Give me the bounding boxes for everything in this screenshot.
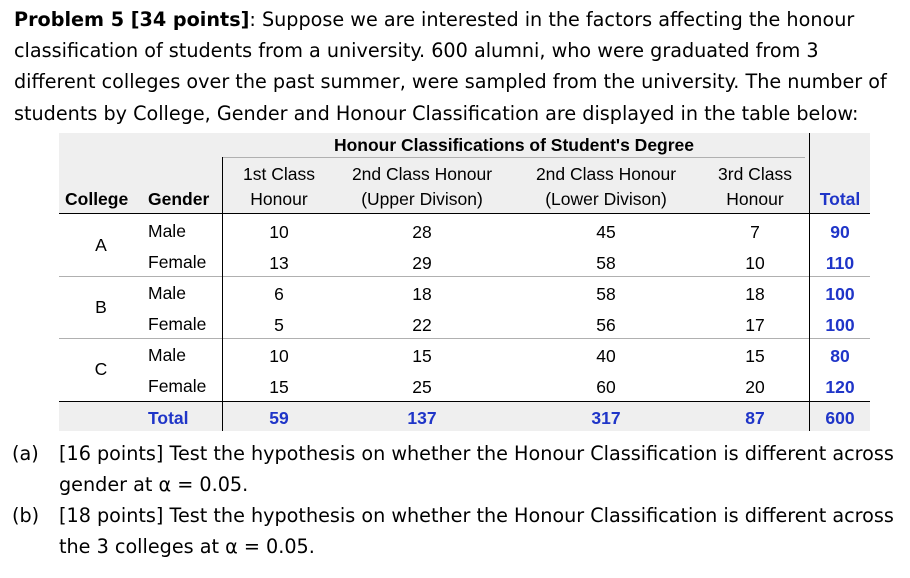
value-cell: 10 [745, 253, 765, 273]
row-total-cell: 100 [825, 315, 855, 335]
problem-intro [14, 4, 898, 129]
honour-table [59, 133, 870, 431]
total-row-label: Total [148, 408, 189, 428]
gender-cell: Female [148, 252, 207, 272]
value-cell: 40 [596, 346, 616, 366]
value-cell: 17 [745, 315, 765, 335]
value-cell: 10 [269, 346, 289, 366]
col-header-3rd-line2: Honour [726, 189, 784, 209]
row-total-cell: 120 [825, 377, 855, 397]
row-total-cell: 100 [825, 284, 855, 304]
col-header-1st-line1: 1st Class [243, 164, 315, 184]
value-cell: 18 [745, 284, 765, 304]
problem-heading: Problem 5 [34 points] [14, 8, 250, 31]
row-total-cell: 80 [830, 346, 850, 366]
question-list [12, 438, 902, 562]
col-header-3rd-line1: 3rd Class [718, 164, 792, 184]
row-divider-bc [59, 338, 870, 339]
question-text: [18 points] Test the hypothesis on whether the Honour Classification is different across the 3 colleges at α = 0.05. [59, 504, 894, 558]
header-bottom-line [59, 213, 870, 214]
column-total-cell: 59 [269, 408, 289, 428]
group-header: Honour Classifications of Student's Degree [333, 135, 695, 155]
col-header-upper-line1: 2nd Class Honour [351, 164, 493, 184]
grand-total-cell: 600 [825, 408, 855, 428]
value-cell: 58 [596, 284, 616, 304]
college-label-c: C [94, 359, 108, 379]
value-cell: 15 [269, 377, 289, 397]
college-label-a: A [95, 235, 107, 255]
group-underline [223, 157, 805, 158]
gender-cell: Female [148, 376, 207, 396]
question-b [12, 500, 902, 562]
row-total-cell: 110 [825, 253, 855, 273]
value-cell: 22 [412, 315, 432, 335]
col-header-total: Total [819, 189, 861, 209]
value-cell: 7 [750, 222, 760, 242]
value-cell: 5 [274, 315, 284, 335]
value-cell: 6 [274, 284, 284, 304]
value-cell: 56 [596, 315, 616, 335]
column-total-cell: 137 [407, 408, 437, 428]
question-label: (b) [12, 504, 40, 527]
gender-divider [222, 157, 223, 431]
total-divider [809, 133, 810, 431]
value-cell: 60 [596, 377, 616, 397]
question-a [12, 438, 902, 500]
gender-cell: Male [148, 345, 186, 365]
total-top-line [59, 401, 870, 402]
value-cell: 58 [596, 253, 616, 273]
row-total-cell: 90 [830, 222, 850, 242]
row-divider-ab [59, 276, 870, 277]
value-cell: 20 [745, 377, 765, 397]
column-total-cell: 87 [745, 408, 765, 428]
value-cell: 15 [412, 346, 432, 366]
value-cell: 29 [412, 253, 432, 273]
gender-cell: Female [148, 314, 207, 334]
col-header-1st-line2: Honour [250, 189, 308, 209]
value-cell: 45 [596, 222, 616, 242]
column-total-cell: 317 [591, 408, 621, 428]
value-cell: 18 [412, 284, 432, 304]
gender-cell: Male [148, 283, 186, 303]
col-header-gender: Gender [148, 189, 210, 209]
value-cell: 25 [412, 377, 432, 397]
question-text: [16 points] Test the hypothesis on whether the Honour Classification is different across gender at α = 0.05. [59, 442, 894, 496]
value-cell: 28 [412, 222, 432, 242]
col-header-college: College [65, 189, 129, 209]
value-cell: 15 [745, 346, 765, 366]
college-label-b: B [95, 297, 107, 317]
question-label: (a) [12, 442, 39, 465]
col-header-lower-line1: 2nd Class Honour [535, 164, 677, 184]
problem-text: : Suppose we are interested in the factors affecting the honour classification of students from a university. 600 alumni, who were graduated from 3 different colleges over the past summer, were sampled from the university. The number of students by College, Gender and Honour Classification are displayed in the table below: [14, 8, 887, 125]
value-cell: 10 [269, 222, 289, 242]
gender-cell: Male [148, 221, 186, 241]
col-header-lower-line2: (Lower Divison) [545, 189, 667, 209]
col-header-upper-line2: (Upper Divison) [361, 189, 483, 209]
value-cell: 13 [269, 253, 289, 273]
